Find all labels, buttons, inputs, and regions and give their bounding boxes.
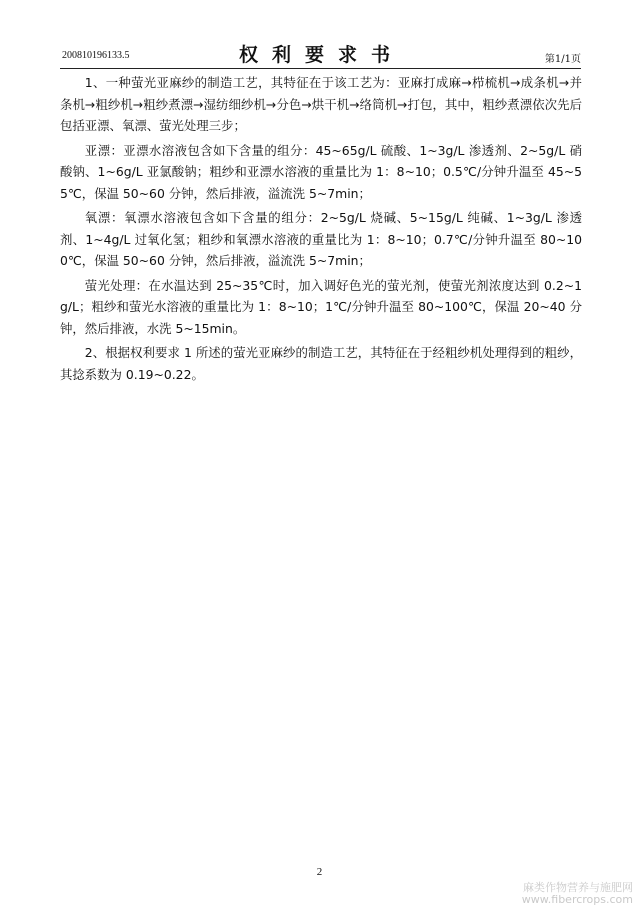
page-indicator: 第1/1页 (544, 54, 581, 65)
page-number: 2 (316, 866, 323, 878)
watermark (463, 882, 633, 906)
watermark-url: www.fibercrops.com (521, 893, 633, 906)
claim-2-paragraph: 2、根据权利要求 1 所述的萤光亚麻纱的制造工艺，其特征在于经粗纱机处理得到的粗纱，其捻系数为 0.19~0.22。 (60, 345, 582, 382)
claim-1-paragraph: 1、一种萤光亚麻纱的制造工艺，其特征在于该工艺为：亚麻打成麻→栉梳机→成条机→并条机→粗纱机→粗纱煮漂→湿纺细纱机→分色→烘干机→络筒机→打包，其中，粗纱煮漂依次先后包括亚漂、氧漂、萤光处理三步； (60, 75, 582, 133)
claim-1-sub-bleaching: 亚漂：亚漂水溶液包含如下含量的组分：45~65g/L 硫酸、1~3g/L 渗透剂、2~5g/L 硝酸钠、1~6g/L 亚氯酸钠；粗纱和亚漂水溶液的重量比为 1：8~10；0.5℃/分钟升温至 45~55℃，保温 50~60 分钟，然后排液，溢流洗 5~7min； (60, 142, 582, 201)
page-title: 权利要求书 (238, 44, 404, 66)
watermark-site-name: 麻类作物营养与施肥网 (523, 881, 633, 894)
claim-1-sub-fluorescent-treatment: 萤光处理：在水温达到 25~35℃时，加入调好色光的萤光剂，使萤光剂浓度达到 0.2~1g/L；粗纱和萤光水溶液的重量比为 1：8~10；1℃/分钟升温至 80~100℃，保温 20~40 分钟，然后排液，水洗 5~15min。 (60, 277, 582, 336)
claims-body (60, 72, 582, 388)
header-divider (60, 68, 581, 69)
application-number: 200810196133.5 (62, 50, 130, 61)
page-header (62, 40, 581, 68)
claim-1-sub-oxygen-bleaching: 氧漂：氧漂水溶液包含如下含量的组分：2~5g/L 烧碱、5~15g/L 纯碱、1~3g/L 渗透剂、1~4g/L 过氧化氢；粗纱和氧漂水溶液的重量比为 1：8~10；0.7℃/分钟升温至 80~100℃，保温 50~60 分钟，然后排液，溢流洗 5~7min； (60, 210, 582, 268)
